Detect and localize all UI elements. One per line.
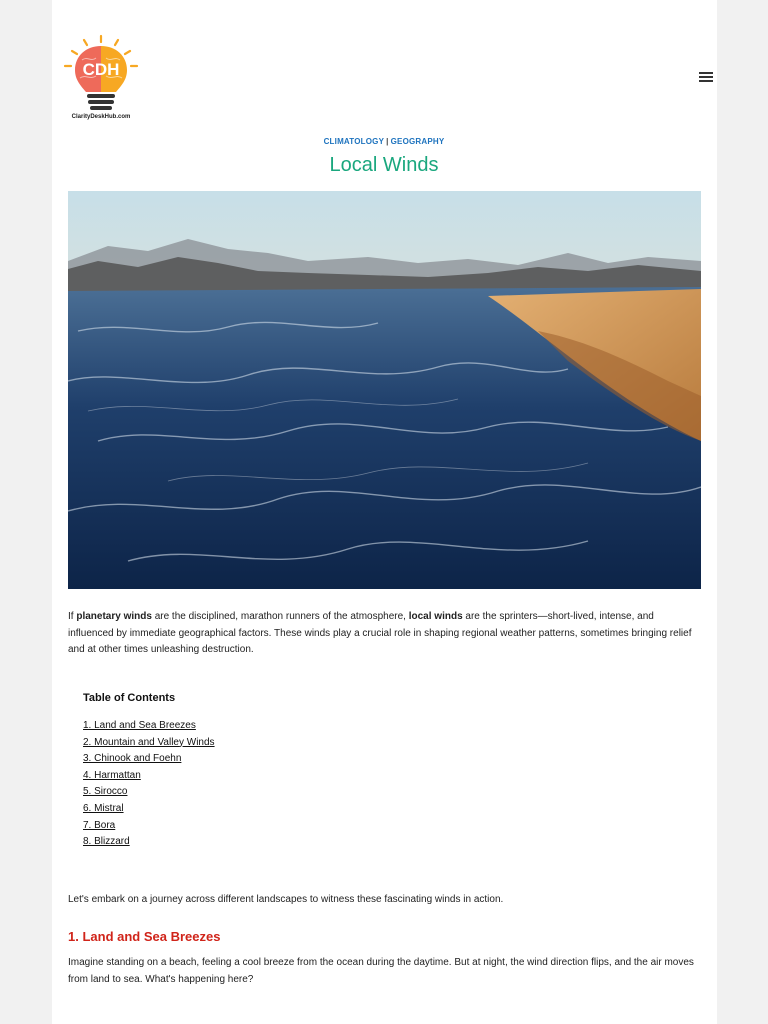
- table-of-contents: [83, 692, 383, 851]
- toc-item: [83, 735, 383, 752]
- toc-link-land-sea-breezes[interactable]: 1. Land and Sea Breezes: [83, 720, 196, 731]
- toc-list: [83, 718, 383, 851]
- category-separator: |: [386, 137, 389, 146]
- intro-text-1: If: [68, 611, 77, 622]
- intro-bold-planetary-winds: planetary winds: [76, 611, 152, 622]
- featured-image: [68, 191, 701, 589]
- intro-bold-local-winds: local winds: [408, 611, 463, 622]
- site-logo[interactable]: [60, 34, 142, 126]
- section-paragraph: Imagine standing on a beach, feeling a cool breeze from the ocean during the daytime. But at night, the wind direction flips, and the air moves from land to sea. What's happening here?: [68, 957, 694, 985]
- toc-link-mountain-valley-winds[interactable]: 2. Mountain and Valley Winds: [83, 736, 215, 748]
- intro-paragraph: [68, 609, 702, 659]
- toc-link-bora[interactable]: 7. Bora: [83, 819, 116, 831]
- intro-text-2: are the disciplined, marathon runners of the atmosphere,: [151, 611, 409, 622]
- category-link-climatology[interactable]: CLIMATOLOGY: [323, 137, 385, 146]
- hamburger-menu-icon[interactable]: [699, 72, 713, 84]
- toc-link-chinook-foehn[interactable]: 3. Chinook and Foehn: [83, 753, 182, 765]
- category-link-geography[interactable]: GEOGRAPHY: [390, 137, 445, 146]
- section-heading-land-sea-breezes: 1. Land and Sea Breezes: [68, 929, 221, 944]
- toc-item: [83, 768, 383, 785]
- toc-item: [83, 751, 383, 768]
- toc-item: [83, 718, 383, 735]
- journey-paragraph: Let's embark on a journey across different landscapes to witness these fascinating winds in action.: [68, 894, 504, 905]
- toc-item: [83, 784, 383, 801]
- toc-item: [83, 801, 383, 818]
- toc-item: [83, 834, 383, 851]
- toc-link-mistral[interactable]: 6. Mistral: [83, 802, 124, 814]
- toc-title: Table of Contents: [83, 692, 176, 704]
- toc-link-harmattan[interactable]: 4. Harmattan: [83, 769, 141, 781]
- toc-link-blizzard[interactable]: 8. Blizzard: [83, 836, 130, 848]
- logo-domain-text: ClarityDeskHub.com: [71, 114, 131, 120]
- intro-text-3: are the sprinters—short-lived, intense, and influenced by immediate geographical factors. These winds play a crucial role in shaping regional weather patterns, sometimes bringing relief and at other times unleashing destruction.: [68, 611, 692, 655]
- svg-text:CDH: CDH: [82, 60, 120, 79]
- toc-item: [83, 818, 383, 835]
- toc-link-sirocco[interactable]: 5. Sirocco: [83, 786, 128, 798]
- post-categories: [0, 137, 768, 146]
- lightbulb-brain-logo-icon: [60, 34, 142, 126]
- page-title: Local Winds: [329, 154, 439, 176]
